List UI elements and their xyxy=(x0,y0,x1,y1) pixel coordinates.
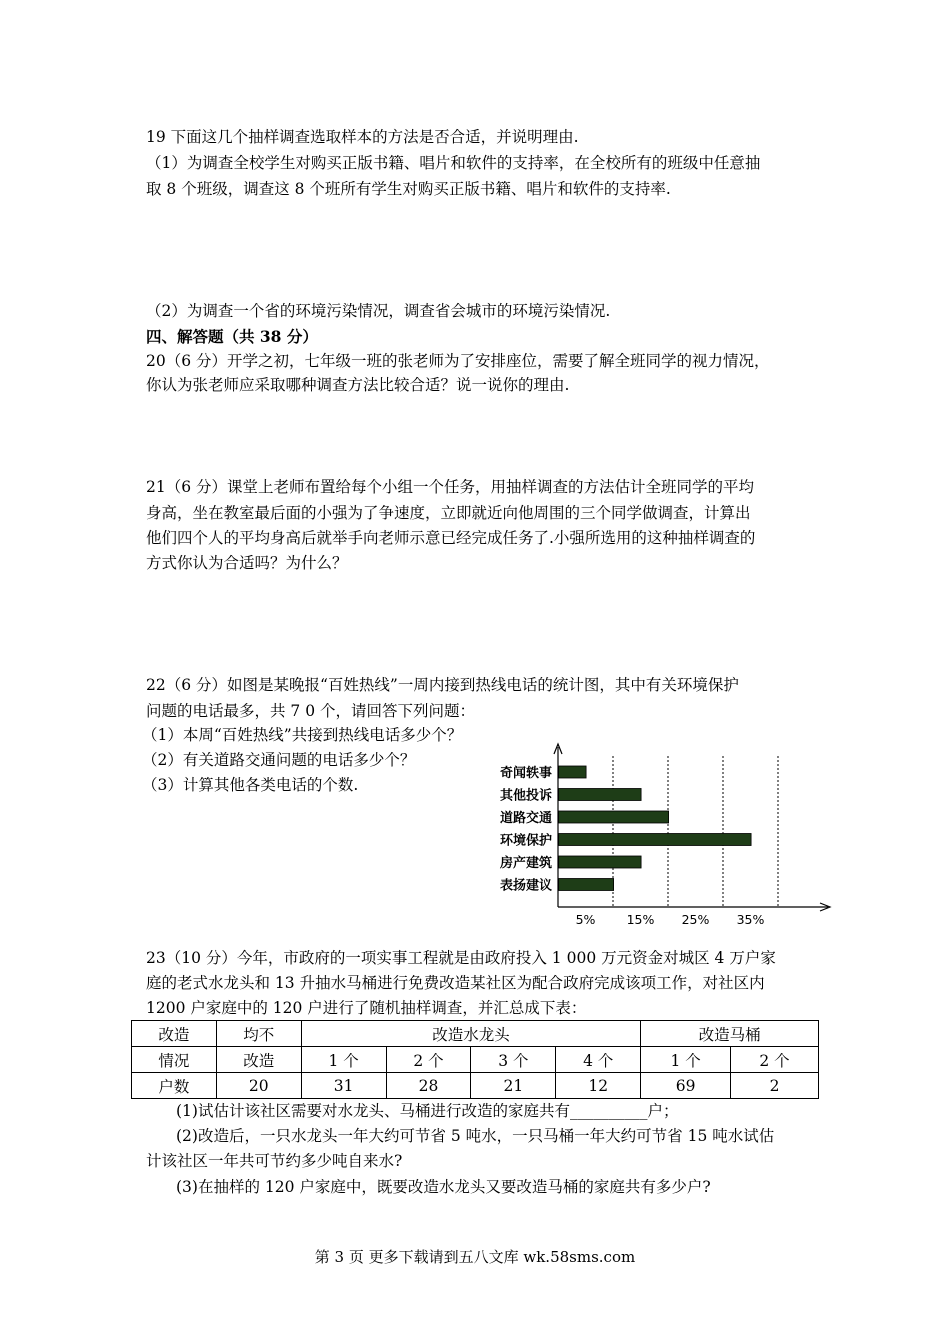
table-subheader-row xyxy=(132,1047,819,1073)
sub-header: 1 个 xyxy=(641,1047,731,1073)
bar xyxy=(559,789,642,801)
bar xyxy=(559,766,587,778)
q20-line2: 你认为张老师应采取哪种调查方法比较合适？说一说你的理由. xyxy=(146,376,570,394)
q19-part1-line2: 取 8 个班级，调查这 8 个班所有学生对购买正版书籍、唱片和软件的支持率. xyxy=(146,180,671,198)
header-none-1: 均不 xyxy=(216,1021,301,1047)
row-label: 户数 xyxy=(132,1073,217,1099)
header-faucet: 改造水龙头 xyxy=(301,1021,641,1047)
sub-header: 4 个 xyxy=(556,1047,641,1073)
q20-line1: 20（6 分）开学之初，七年级一班的张老师为了安排座位，需要了解全班同学的视力情况， xyxy=(146,352,770,370)
q23-sub3: (3)在抽样的 120 户家庭中，既要改造水龙头又要改造马桶的家庭共有多少户? xyxy=(176,1178,711,1196)
q22-sub2: （2）有关道路交通问题的电话多少个？ xyxy=(142,751,416,769)
bar xyxy=(559,879,614,891)
category-label: 表扬建议 xyxy=(499,878,552,894)
q23-line2: 庭的老式水龙头和 13 升抽水马桶进行免费改造某社区为配合政府完成该项工作，对社区内 xyxy=(146,974,765,992)
table-cell: 28 xyxy=(386,1073,471,1099)
category-label: 其他投诉 xyxy=(499,788,552,804)
hotline-bar-chart xyxy=(478,742,838,932)
q23-line3: 1200 户家庭中的 120 户进行了随机抽样调查，并汇总成下表： xyxy=(146,999,587,1017)
survey-table xyxy=(131,1020,819,1099)
category-label: 道路交通 xyxy=(499,811,552,826)
q22-sub1: （1）本周“百姓热线”共接到热线电话多少个？ xyxy=(142,726,463,744)
bar xyxy=(559,811,669,823)
sub-header: 2 个 xyxy=(386,1047,471,1073)
section-4-heading: 四、解答题（共 38 分） xyxy=(146,327,318,346)
category-label: 房产建筑 xyxy=(499,856,552,871)
q22-sub3: （3）计算其他各类电话的个数. xyxy=(142,776,359,794)
q19-part2: （2）为调查一个省的环境污染情况，调查省会城市的环境污染情况. xyxy=(146,302,611,320)
tick-label: 35% xyxy=(736,912,765,927)
bar xyxy=(559,856,642,868)
table-cell: 31 xyxy=(301,1073,386,1099)
header-none-2: 改造 xyxy=(216,1047,301,1073)
bar xyxy=(559,834,752,846)
q19-title: 19 下面这几个抽样调查选取样本的方法是否合适，并说明理由. xyxy=(146,128,579,146)
q21-line3: 他们四个人的平均身高后就举手向老师示意已经完成任务了.小强所选用的这种抽样调查的 xyxy=(146,529,756,547)
header-situation-1: 改造 xyxy=(132,1021,217,1047)
q21-line2: 身高，坐在教室最后面的小强为了争速度，立即就近向他周围的三个同学做调查，计算出 xyxy=(146,504,751,522)
table-cell: 2 xyxy=(731,1073,819,1099)
sub-header: 3 个 xyxy=(471,1047,556,1073)
header-situation-2: 情况 xyxy=(132,1047,217,1073)
q19-part1-line1: （1）为调查全校学生对购买正版书籍、唱片和软件的支持率，在全校所有的班级中任意抽 xyxy=(146,154,761,172)
table-row xyxy=(132,1073,819,1099)
sub-header: 1 个 xyxy=(301,1047,386,1073)
sub-header: 2 个 xyxy=(731,1047,819,1073)
q23-line1: 23（10 分）今年，市政府的一项实事工程就是由政府投入 1 000 万元资金对城区 4 万户家 xyxy=(146,949,776,967)
table-cell: 69 xyxy=(641,1073,731,1099)
category-label: 环境保护 xyxy=(499,833,552,849)
tick-label: 15% xyxy=(626,912,655,927)
header-toilet: 改造马桶 xyxy=(641,1021,819,1047)
table-cell: 12 xyxy=(556,1073,641,1099)
table-cell: 21 xyxy=(471,1073,556,1099)
q23-sub2-line1: (2)改造后，一只水龙头一年大约可节省 5 吨水，一只马桶一年大约可节省 15 吨水试估 xyxy=(176,1127,775,1145)
q22-line1: 22（6 分）如图是某晚报“百姓热线”一周内接到热线电话的统计图，其中有关环境保护 xyxy=(146,676,739,694)
q21-line1: 21（6 分）课堂上老师布置给每个小组一个任务，用抽样调查的方法估计全班同学的平均 xyxy=(146,478,755,496)
table-cell: 20 xyxy=(216,1073,301,1099)
tick-label: 25% xyxy=(681,912,710,927)
q21-line4: 方式你认为合适吗？为什么？ xyxy=(146,554,348,572)
q22-line2: 问题的电话最多，共 7 0 个，请回答下列问题： xyxy=(146,702,476,720)
q23-sub2-line2: 计该社区一年共可节约多少吨自来水? xyxy=(146,1152,403,1170)
tick-label: 5% xyxy=(575,912,596,927)
q23-sub1: (1)试估计该社区需要对水龙头、马桶进行改造的家庭共有__________户； xyxy=(176,1102,679,1120)
table-header-row xyxy=(132,1021,819,1047)
page-footer: 第 3 页 更多下载请到五八文库 wk.58sms.com xyxy=(314,1248,636,1266)
category-label: 奇闻轶事 xyxy=(499,766,552,781)
